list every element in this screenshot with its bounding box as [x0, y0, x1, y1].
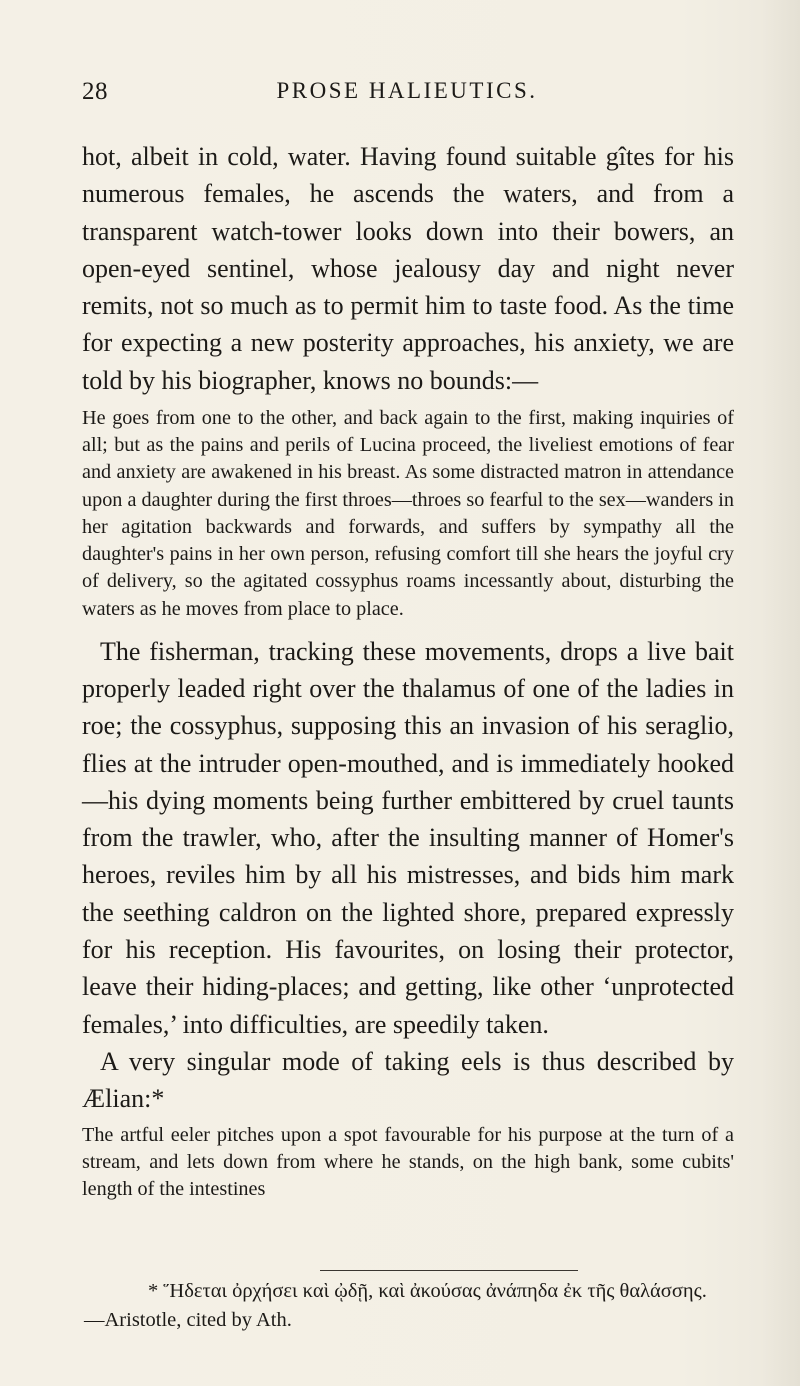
block-quote-eeler: The artful eeler pitches upon a spot favourable for his purpose at the turn of a stream, and lets down from where he stands, on the high bank, some cubits' length of the intestines	[82, 1123, 734, 1200]
page-header	[82, 78, 732, 112]
paragraph-fisherman: The fisherman, tracking these movements, drops a live bait properly leaded right over the thalamus of one of the ladies in roe; the cossyphus, supposing this an invasion of his seraglio, flies at the intruder open-mouthed, and is immediately hooked—his dying moments being further embittered by cruel taunts from the trawler, who, after the insulting manner of Homer's heroes, reviles him by all his mistresses, and bids him mark the seething caldron on the lighted shore, prepared expressly for his reception. His favourites, on losing their protector, leave their hiding-places; and getting, like other ‘unprotected females,’ into difficulties, are speedily taken.	[82, 636, 734, 1039]
footnote-divider	[320, 1270, 578, 1271]
page-number: 28	[82, 78, 108, 105]
footnote-attribution: —Aristotle, cited by Ath.	[84, 1309, 292, 1331]
paragraph-eels: A very singular mode of taking eels is thus described by Ælian:*	[82, 1046, 734, 1114]
footnote-greek-quote: * Ἥδεται ὀρχήσει καὶ ᾠδῇ, καὶ ἀκούσας ἀνάπηδα ἐκ τῆς θαλάσσης.	[148, 1280, 707, 1302]
footnote	[84, 1277, 736, 1335]
paragraph-continuation: hot, albeit in cold, water. Having found suitable gîtes for his numerous females, he ascends the waters, and from a transparent watch-tower looks down into their bowers, an open-eyed sentinel, whose jealousy day and night never remits, not so much as to permit him to taste food. As the time for expecting a new posterity approaches, his anxiety, we are told by his biographer, knows no bounds:—	[82, 142, 734, 395]
running-title: PROSE HALIEUTICS.	[276, 78, 538, 103]
block-quote-cossyphus: He goes from one to the other, and back again to the first, making inquiries of all; but as the pains and perils of Lucina proceed, the liveliest emotions of fear and anxiety are awakened in his breast. As some distracted matron in attendance upon a daughter during the first throes—throes so fearful to the sex—wanders in her agitation backwards and forwards, and suffers by sympathy all the daughter's pains in her own person, refusing comfort till she hears the joyful cry of delivery, so the agitated cossyphus roams incessantly about, disturbing the waters as he moves from place to place.	[82, 407, 734, 620]
body-text	[82, 138, 734, 1213]
